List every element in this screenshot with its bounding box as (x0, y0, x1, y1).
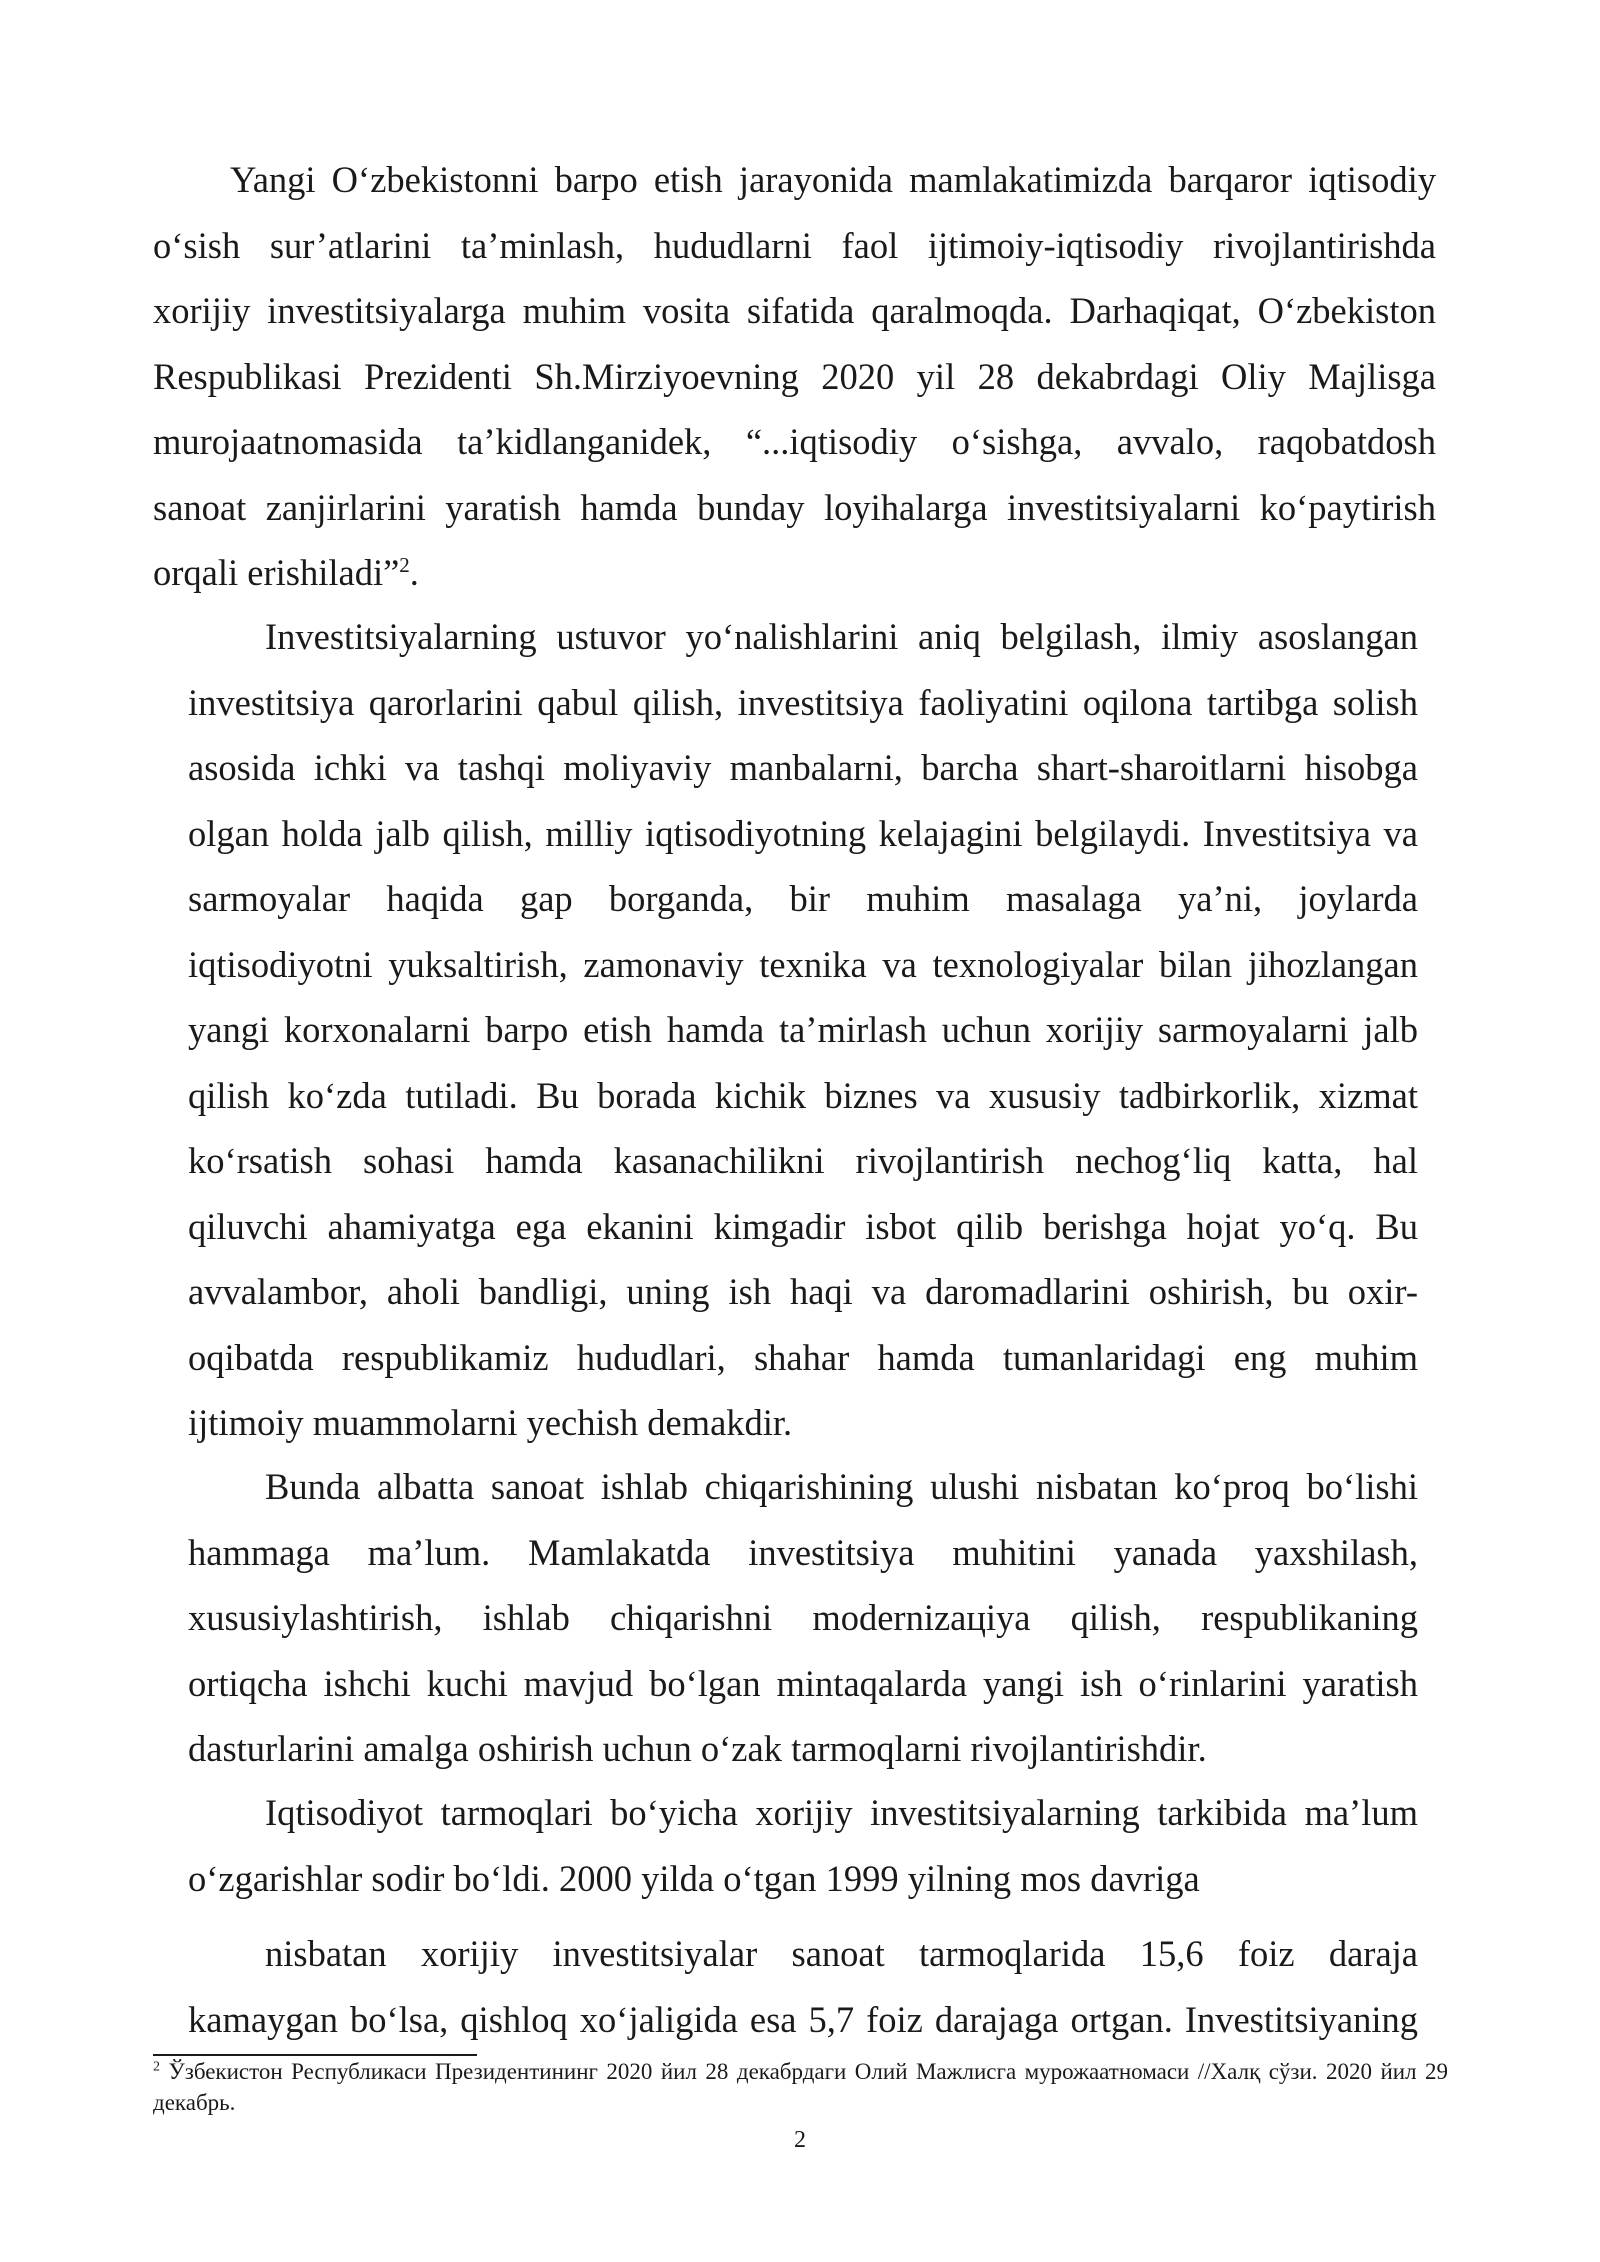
justified-line-text: oqibatda respublikamiz hududlari, shahar hamda tumanlaridagi eng muhim (188, 1336, 1418, 1378)
paragraph-3 (188, 1454, 1418, 1782)
paragraph-line (188, 1325, 1418, 1391)
paragraph-line (188, 1780, 1418, 1846)
paragraph-line (153, 409, 1436, 475)
paragraph-line: orqali erishiladi” (153, 552, 400, 593)
footnote-text: Ўзбекистон Республикаси Президентининг 2020 йил 28 декабрдаги Олий Мажлисга мурожаатномаси //Халқ сўзи. 2020 йил 29 декабрь. (153, 2059, 1448, 2115)
paragraph-line (188, 1063, 1418, 1129)
justified-line-text: yangi korxonalarni barpo etish hamda ta’mirlash uchun xorijiy sarmoyalarni jalb (188, 1009, 1418, 1050)
paragraph-line: o‘zgarishlar sodir bo‘ldi. 2000 yilda o‘tgan 1999 yilning mos davriga (188, 1857, 1200, 1899)
paragraph-line (153, 475, 1436, 541)
paragraph-tail: . (409, 552, 419, 593)
paragraph-line (188, 801, 1418, 867)
justified-line-text: kamaygan bo‘lsa, qishloq xo‘jaligida esa 5,7 foiz darajaga ortgan. Investitsiyaning (188, 1998, 1418, 2040)
justified-line-text: avvalambor, aholi bandligi, uning ish haqi va daromadlarini oshirish, bu oxir- (188, 1271, 1418, 1312)
paragraph-line (188, 670, 1418, 736)
paragraph-last-line (153, 540, 1436, 606)
paragraph-line (188, 932, 1418, 998)
paragraph-line (188, 1259, 1418, 1325)
paragraph-line: dasturlarini amalga oshirish uchun o‘zak tarmoqlarni rivojlantirishdir. (188, 1728, 1207, 1769)
paragraph-line (188, 997, 1418, 1063)
page-number: 2 (794, 2127, 806, 2153)
paragraph-line (188, 1520, 1418, 1586)
paragraph-line (153, 213, 1436, 279)
paragraph-line (188, 604, 1418, 670)
justified-line-text: nisbatan xorijiy investitsiyalar sanoat tarmoqlarida 15,6 foiz daraja (265, 1933, 1418, 1974)
paragraph-line (153, 147, 1436, 213)
footnote (153, 2056, 1448, 2118)
paragraph-line (188, 1987, 1418, 2053)
paragraph-line (188, 735, 1418, 801)
justified-line-text: Investitsiyalarning ustuvor yo‘nalishlarini aniq belgilash, ilmiy asoslangan (265, 616, 1418, 657)
footnote-reference[interactable]: 2 (399, 552, 410, 577)
footnote-number: 2 (153, 2059, 160, 2075)
paragraph-line (188, 1128, 1418, 1194)
justified-line-text: xususiylashtirish, ishlab chiqarishni modernizaцiya qilish, respublikaning (188, 1597, 1418, 1638)
justified-line-text: sanoat zanjirlarini yaratish hamda bunday loyihalarga investitsiyalarni ko‘paytirish (153, 486, 1436, 528)
paragraph-line (188, 1585, 1418, 1651)
justified-line-text: Yangi O‘zbekistonni barpo etish jarayonida mamlakatimizda barqaror iqtisodiy (230, 159, 1436, 200)
justified-line-text: Iqtisodiyot tarmoqlari bo‘yicha xorijiy investitsiyalarning tarkibida ma’lum (265, 1792, 1418, 1833)
justified-line-text: qilish ko‘zda tutiladi. Bu borada kichik biznes va xususiy tadbirkorlik, xizmat (188, 1074, 1418, 1116)
justified-line-text: ko‘rsatish sohasi hamda kasanachilikni rivojlantirish nechog‘liq katta, hal (188, 1140, 1418, 1181)
justified-line-text: qiluvchi ahamiyatga ega ekanini kimgadir isbot qilib berishga hojat yo‘q. Bu (188, 1205, 1418, 1247)
paragraph-line (188, 866, 1418, 932)
paragraph-line (188, 1651, 1418, 1717)
justified-line-text: asosida ichki va tashqi moliyaviy manbalarni, barcha shart-sharoitlarni hisobga (188, 747, 1418, 788)
justified-line-text: xorijiy investitsiyalarga muhim vosita sifatida qaralmoqda. Darhaqiqat, O‘zbekiston (153, 290, 1436, 331)
justified-line-text: Respublikasi Prezidenti Sh.Mirziyoevning 2020 yil 28 dekabrdagi Oliy Majlisga (153, 355, 1436, 397)
paragraph-line (153, 278, 1436, 344)
paragraph-line: ijtimoiy muammolarni yechish demakdir. (188, 1402, 793, 1443)
justified-line-text: Bunda albatta sanoat ishlab chiqarishining ulushi nisbatan ko‘proq bo‘lishi (265, 1466, 1418, 1507)
paragraph-line (153, 344, 1436, 410)
justified-line-text: murojaatnomasida ta’kidlanganidek, “...iqtisodiy o‘sishga, avvalo, raqobatdosh (153, 421, 1436, 462)
justified-line-text: olgan holda jalb qilish, milliy iqtisodiyotning kelajagini belgilaydi. Investitsiya va (188, 812, 1418, 854)
paragraph-line (188, 1454, 1418, 1520)
paragraph-line (188, 1921, 1418, 1987)
justified-line-text: ortiqcha ishchi kuchi mavjud bo‘lgan mintaqalarda yangi ish o‘rinlarini yaratish (188, 1662, 1418, 1704)
justified-line-text: o‘sish sur’atlarini ta’minlash, hududlarni faol ijtimoiy-iqtisodiy rivojlantirishda (153, 224, 1436, 266)
justified-line-text: investitsiya qarorlarini qabul qilish, investitsiya faoliyatini oqilona tartibga solish (188, 681, 1418, 723)
paragraph-line (188, 1194, 1418, 1260)
paragraph-2 (188, 604, 1418, 1456)
paragraph-1 (153, 147, 1436, 606)
justified-line-text: sarmoyalar haqida gap borganda, bir muhim masalaga ya’ni, joylarda (188, 878, 1418, 919)
justified-line-text: hammaga ma’lum. Mamlakatda investitsiya muhitini yanada yaxshilash, (188, 1531, 1418, 1573)
paragraph-4 (188, 1780, 1418, 1911)
paragraph-5 (188, 1921, 1418, 2052)
justified-line-text: iqtisodiyotni yuksaltirish, zamonaviy texnika va texnologiyalar bilan jihozlangan (188, 943, 1418, 985)
